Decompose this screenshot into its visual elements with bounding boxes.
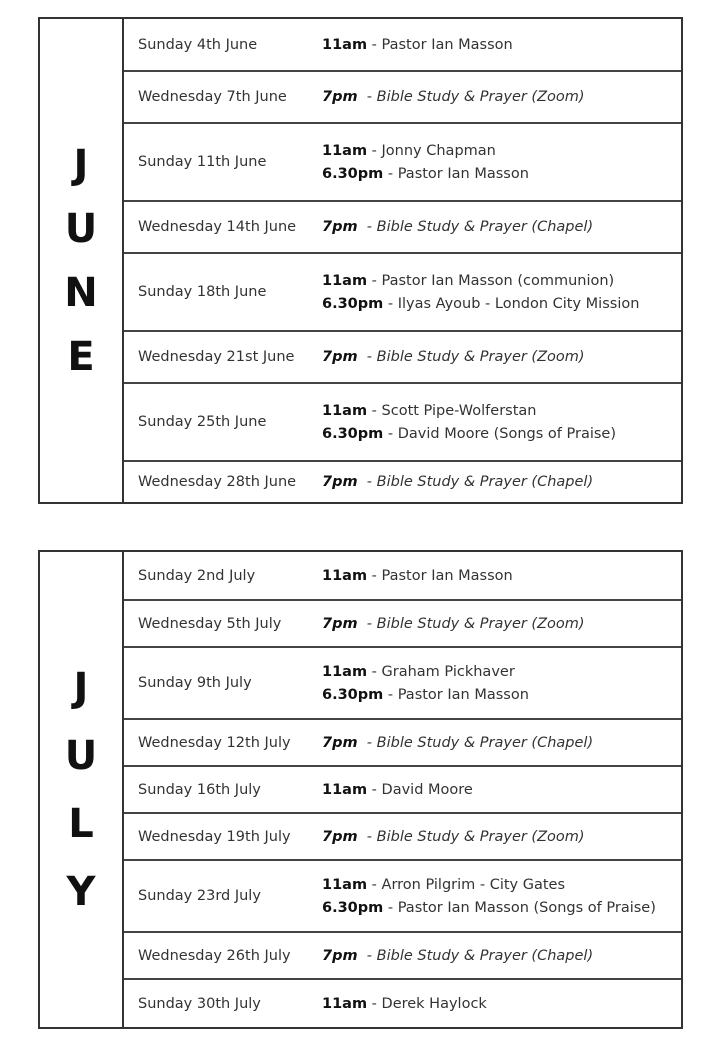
schedule-row — [124, 124, 681, 202]
service-description: - Jonny Chapman — [367, 142, 496, 159]
service-description: - Pastor Ian Masson — [383, 686, 529, 703]
service-event — [322, 426, 616, 442]
service-events — [322, 37, 513, 53]
service-event — [322, 877, 656, 893]
service-events — [322, 143, 529, 182]
service-date: Sunday 4th June — [138, 36, 258, 53]
month-letter: U — [64, 732, 98, 779]
service-date: Wednesday 19th July — [138, 828, 291, 845]
service-date: Wednesday 12th July — [138, 734, 291, 751]
service-description: - Bible Study & Prayer (Zoom) — [357, 89, 585, 105]
service-event — [322, 219, 593, 235]
service-time: 7pm — [322, 734, 358, 751]
service-time: 11am — [322, 995, 368, 1012]
service-date: Sunday 30th July — [138, 995, 261, 1012]
service-events — [322, 89, 585, 105]
service-date: Wednesday 7th June — [138, 89, 287, 105]
service-events — [322, 829, 585, 845]
service-description: - Pastor Ian Masson — [383, 165, 529, 182]
service-events — [322, 474, 593, 490]
month-label-july — [40, 552, 124, 1027]
service-date: Wednesday 5th July — [138, 615, 282, 632]
service-event — [322, 948, 593, 964]
july-schedule — [38, 550, 683, 1029]
service-event — [322, 782, 473, 798]
service-events — [322, 273, 639, 312]
schedule-row — [124, 601, 681, 648]
service-date: Sunday 23rd July — [138, 888, 261, 904]
schedule-row — [124, 202, 681, 254]
service-events — [322, 996, 487, 1012]
month-letter: N — [64, 269, 98, 316]
service-description: - Bible Study & Prayer (Zoom) — [357, 349, 585, 365]
service-description: - David Moore (Songs of Praise) — [383, 425, 616, 442]
service-date: Sunday 11th June — [138, 154, 267, 170]
service-events — [322, 219, 593, 235]
july-rows — [124, 552, 681, 1027]
service-time: 6.30pm — [322, 425, 384, 442]
service-event — [322, 568, 513, 584]
service-description: - Pastor Ian Masson (communion) — [367, 272, 615, 289]
service-event — [322, 89, 585, 105]
june-rows — [124, 19, 681, 502]
service-time: 7pm — [322, 89, 358, 105]
service-time: 11am — [322, 876, 368, 893]
schedule-row — [124, 19, 681, 72]
service-events — [322, 877, 656, 916]
service-date: Wednesday 28th June — [138, 474, 297, 490]
schedule-row — [124, 980, 681, 1027]
service-event — [322, 296, 639, 312]
service-date: Wednesday 26th July — [138, 947, 291, 964]
service-event — [322, 900, 656, 916]
service-time: 11am — [322, 402, 368, 419]
schedule-row — [124, 861, 681, 933]
service-event — [322, 166, 529, 182]
service-event — [322, 687, 529, 703]
service-events — [322, 403, 616, 442]
month-letter: L — [68, 800, 94, 847]
schedule-row — [124, 462, 681, 502]
schedule-row — [124, 814, 681, 861]
service-description: - David Moore — [367, 781, 473, 798]
service-time: 7pm — [322, 615, 358, 632]
service-description: - Graham Pickhaver — [367, 663, 515, 680]
schedule-row — [124, 720, 681, 767]
service-event — [322, 474, 593, 490]
schedule-row — [124, 648, 681, 720]
service-description: - Pastor Ian Masson — [367, 567, 513, 584]
service-description: - Bible Study & Prayer (Chapel) — [357, 734, 594, 751]
service-event — [322, 273, 639, 289]
schedule-row — [124, 767, 681, 814]
service-description: - Bible Study & Prayer (Chapel) — [357, 474, 594, 490]
service-event — [322, 829, 585, 845]
service-time: 6.30pm — [322, 165, 384, 182]
schedule-row — [124, 384, 681, 462]
month-label-june — [40, 19, 124, 502]
service-date: Sunday 18th June — [138, 284, 267, 300]
service-event — [322, 37, 513, 53]
service-time: 6.30pm — [322, 686, 384, 703]
service-time: 11am — [322, 142, 368, 159]
service-event — [322, 403, 616, 419]
service-time: 7pm — [322, 349, 358, 365]
schedule-row — [124, 254, 681, 332]
service-time: 6.30pm — [322, 899, 384, 916]
service-time: 7pm — [322, 219, 358, 235]
service-description: - Pastor Ian Masson (Songs of Praise) — [383, 899, 656, 916]
service-events — [322, 735, 593, 751]
service-events — [322, 948, 593, 964]
month-letter: J — [73, 141, 89, 188]
service-date: Sunday 16th July — [138, 781, 261, 798]
service-description: - Ilyas Ayoub - London City Mission — [383, 295, 640, 312]
service-description: - Bible Study & Prayer (Chapel) — [357, 219, 594, 235]
schedule-row — [124, 332, 681, 384]
service-time: 6.30pm — [322, 295, 384, 312]
june-schedule — [38, 17, 683, 504]
service-date: Sunday 25th June — [138, 414, 267, 430]
service-events — [322, 664, 529, 703]
service-event — [322, 616, 585, 632]
month-letter: E — [67, 333, 95, 380]
month-letter: J — [73, 664, 89, 711]
service-event — [322, 143, 529, 159]
service-description: - Pastor Ian Masson — [367, 36, 513, 53]
service-description: - Scott Pipe-Wolferstan — [367, 402, 537, 419]
service-event — [322, 735, 593, 751]
service-events — [322, 349, 585, 365]
schedule-row — [124, 552, 681, 601]
service-date: Sunday 2nd July — [138, 567, 256, 584]
service-description: - Derek Haylock — [367, 995, 487, 1012]
service-time: 7pm — [322, 828, 358, 845]
service-time: 11am — [322, 781, 368, 798]
month-letter: Y — [66, 868, 96, 915]
service-time: 7pm — [322, 947, 358, 964]
service-event — [322, 349, 585, 365]
service-description: - Bible Study & Prayer (Chapel) — [357, 947, 594, 964]
service-time: 11am — [322, 36, 368, 53]
month-letter: U — [64, 205, 98, 252]
service-description: - Arron Pilgrim - City Gates — [367, 876, 566, 893]
service-date: Wednesday 14th June — [138, 219, 297, 235]
schedule-row — [124, 933, 681, 980]
service-event — [322, 664, 529, 680]
service-events — [322, 782, 473, 798]
service-description: - Bible Study & Prayer (Zoom) — [357, 615, 585, 632]
service-date: Wednesday 21st June — [138, 349, 295, 365]
service-events — [322, 616, 585, 632]
schedule-row — [124, 72, 681, 124]
service-events — [322, 568, 513, 584]
service-event — [322, 996, 487, 1012]
service-date: Sunday 9th July — [138, 675, 252, 691]
service-time: 11am — [322, 567, 368, 584]
service-time: 7pm — [322, 474, 358, 490]
service-time: 11am — [322, 663, 368, 680]
service-description: - Bible Study & Prayer (Zoom) — [357, 828, 585, 845]
service-time: 11am — [322, 272, 368, 289]
